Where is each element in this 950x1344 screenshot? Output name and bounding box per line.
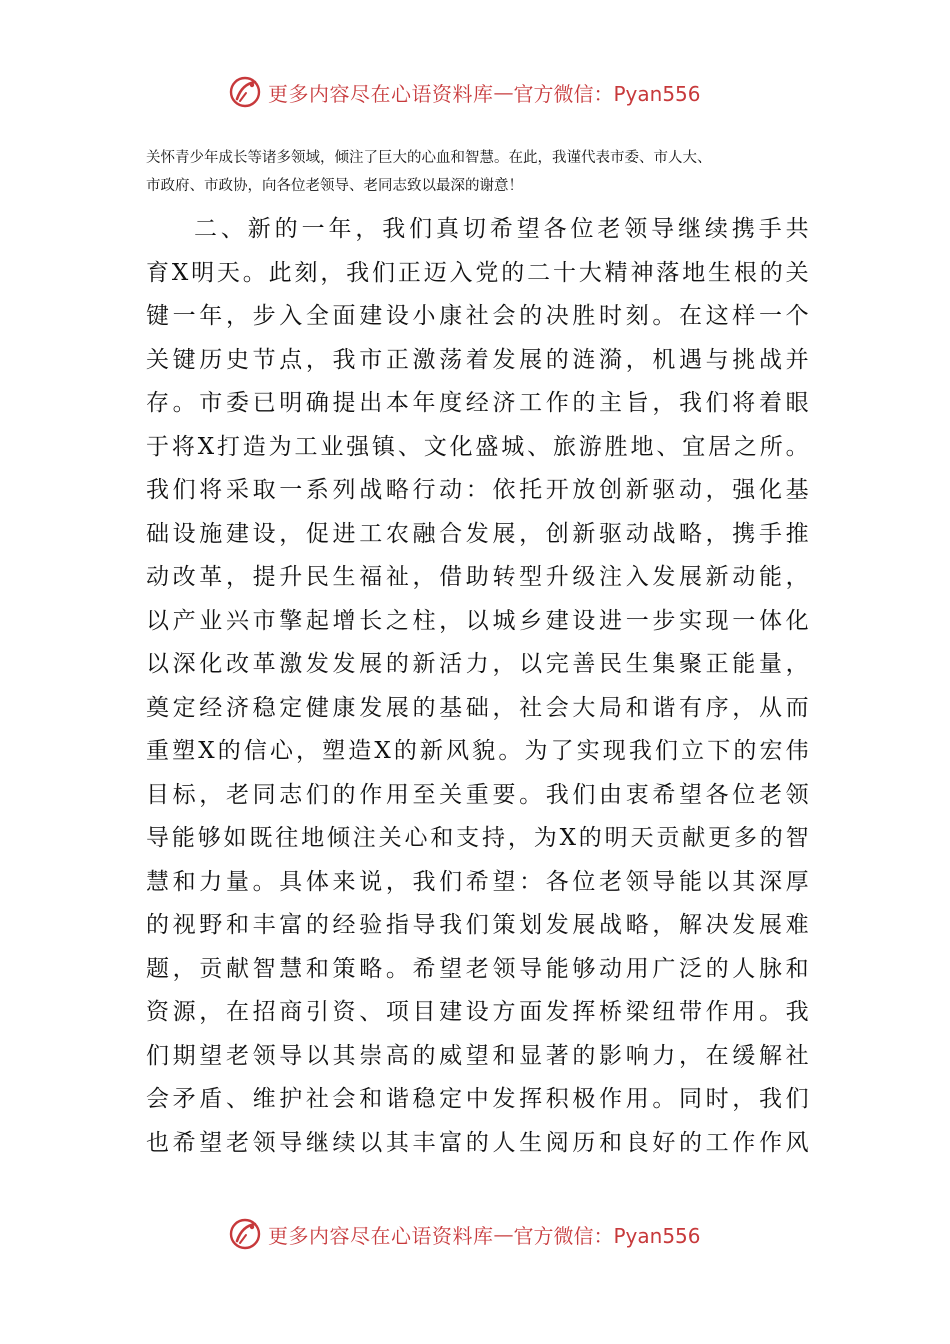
watermark-separator: — (493, 80, 514, 104)
main-paragraph-line: 我们将采取一系列战略行动：依托开放创新驱动，强化基 (146, 477, 810, 503)
main-paragraph-line: 育X明天。此刻，我们正迈入党的二十大精神落地生根的关 (146, 259, 810, 286)
main-paragraph-line: 二、新的一年，我们真切希望各位老领导继续携手共 (194, 216, 810, 242)
main-paragraph-line: 的视野和丰富的经验指导我们策划发展战略，解决发展难 (146, 912, 810, 938)
footer-watermark (228, 1216, 748, 1252)
main-paragraph-line: 以产业兴市擎起增长之柱，以城乡建设进一步实现一体化 (146, 607, 810, 634)
main-paragraph-line: 于将X打造为工业强镇、文化盛城、旅游胜地、宜居之所。 (146, 433, 810, 460)
main-paragraph (146, 208, 810, 1165)
header-watermark (228, 74, 748, 110)
main-paragraph-line: 导能够如既往地倾注关心和支持，为X的明天贡献更多的智 (146, 825, 810, 851)
main-paragraph-line: 奠定经济稳定健康发展的基础，社会大局和谐有序，从而 (146, 694, 810, 721)
main-paragraph-line: 关键历史节点，我市正激荡着发展的涟漪，机遇与挑战并 (146, 346, 810, 373)
small-paragraph-line: 关怀青少年成长等诸多领域，倾注了巨大的心血和智慧。在此，我谨代表市委、市人大、 (146, 150, 712, 166)
logo-icon (228, 1217, 262, 1251)
main-paragraph-line: 也希望老领导继续以其丰富的人生阅历和良好的工作作风 (146, 1129, 810, 1156)
main-paragraph-line: 目标，老同志们的作用至关重要。我们由衷希望各位老领 (146, 781, 810, 808)
main-paragraph-line: 慧和力量。具体来说，我们希望：各位老领导能以其深厚 (146, 868, 810, 895)
small-paragraph-line: 市政府、市政协，向各位老领导、老同志致以最深的谢意！ (146, 178, 523, 194)
main-paragraph-line: 动改革，提升民生福祉，借助转型升级注入发展新动能， (146, 564, 810, 590)
watermark-main-text: 更多内容尽在心语资料库 (268, 1223, 494, 1248)
watermark-contact: 官方微信：Pyan556 (513, 1223, 701, 1248)
watermark-contact: 官方微信：Pyan556 (513, 81, 701, 106)
main-paragraph-line: 重塑X的信心，塑造X的新风貌。为了实现我们立下的宏伟 (146, 738, 810, 764)
main-paragraph-line: 会矛盾、维护社会和谐稳定中发挥积极作用。同时，我们 (146, 1086, 810, 1112)
small-paragraph (146, 144, 810, 200)
main-paragraph-line: 础设施建设，促进工农融合发展，创新驱动战略，携手推 (146, 520, 810, 547)
main-paragraph-line: 键一年，步入全面建设小康社会的决胜时刻。在这样一个 (146, 303, 810, 329)
main-paragraph-line: 存。市委已明确提出本年度经济工作的主旨，我们将着眼 (146, 390, 810, 416)
main-paragraph-line: 题，贡献智慧和策略。希望老领导能够动用广泛的人脉和 (146, 955, 810, 982)
logo-icon (228, 75, 262, 109)
main-paragraph-line: 资源，在招商引资、项目建设方面发挥桥梁纽带作用。我 (146, 999, 810, 1025)
main-paragraph-line: 们期望老领导以其崇高的威望和显著的影响力，在缓解社 (146, 1042, 810, 1069)
watermark-separator: — (493, 1222, 514, 1246)
watermark-main-text: 更多内容尽在心语资料库 (268, 81, 494, 106)
main-paragraph-line: 以深化改革激发发展的新活力，以完善民生集聚正能量， (146, 651, 810, 677)
